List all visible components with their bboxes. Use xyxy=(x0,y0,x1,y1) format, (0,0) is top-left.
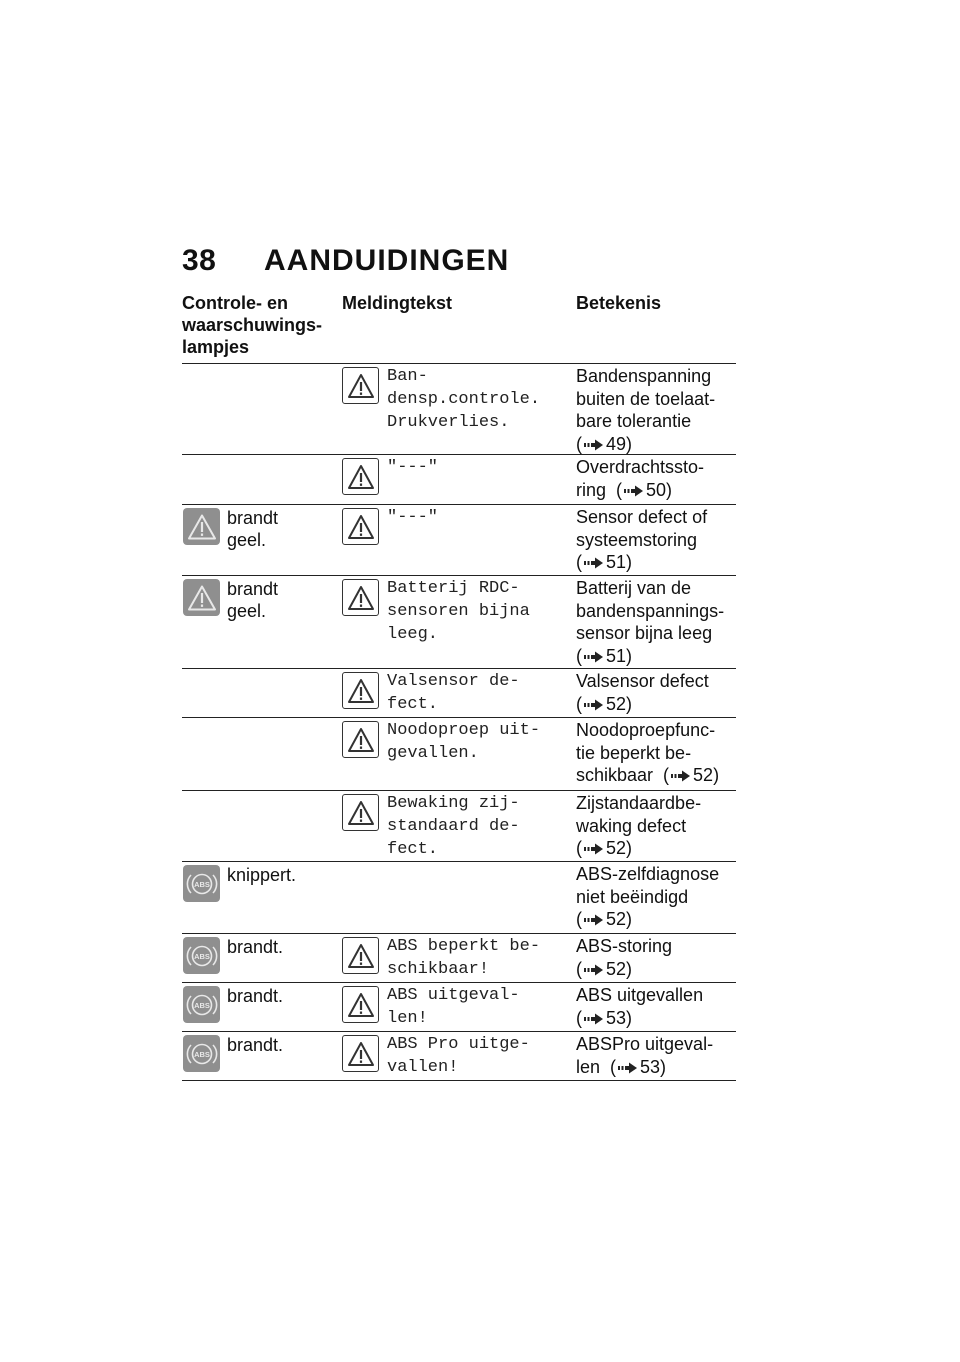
message-text: Noodoproep uit- gevallen. xyxy=(387,721,541,763)
warning-triangle-icon xyxy=(342,986,379,1023)
lamp-state-text: brandt geel. xyxy=(227,579,279,621)
table-row xyxy=(182,933,736,982)
warning-triangle-icon xyxy=(342,579,379,616)
table-row xyxy=(182,454,736,504)
page-reference[interactable]: ( 52) xyxy=(576,838,633,858)
svg-text:ABS: ABS xyxy=(193,1000,210,1010)
table-row xyxy=(182,982,736,1031)
indicator-table xyxy=(182,363,736,1081)
warning-lamp-icon xyxy=(183,579,220,616)
message-text: Batterij RDC- sensoren bijna leeg. xyxy=(387,579,530,644)
page-reference-arrow-icon xyxy=(584,914,604,926)
page-reference-arrow-icon xyxy=(584,1013,604,1025)
lamp-state-text: brandt. xyxy=(227,1035,284,1055)
page-reference[interactable]: ( 52) xyxy=(576,693,633,714)
meaning-text: Overdrachtssto- ring ( 50) xyxy=(576,457,705,500)
message-text: "---" xyxy=(387,458,439,477)
column-header-message: Meldingtekst xyxy=(342,293,453,313)
warning-triangle-icon xyxy=(342,508,379,545)
page-reference[interactable]: ( 53) xyxy=(600,1056,667,1077)
page-reference[interactable]: ( 50) xyxy=(606,479,673,500)
lamp-state-text: knippert. xyxy=(227,865,297,885)
page-reference-arrow-icon xyxy=(584,439,604,451)
table-row xyxy=(182,575,736,668)
meaning-text: ABS uitgevallen ( 53) xyxy=(576,984,736,1029)
page-reference-arrow-icon xyxy=(584,651,604,663)
meaning-text: Batterij van de bandenspannings- sensor bijna leeg ( 51) xyxy=(576,577,736,667)
page-number: 38 xyxy=(182,244,217,277)
meaning-text: Sensor defect of systeemstoring ( 51) xyxy=(576,506,736,574)
page-reference-arrow-icon xyxy=(584,843,604,855)
page-reference-arrow-icon xyxy=(624,485,644,497)
page-reference[interactable]: ( 52) xyxy=(653,765,720,785)
lamp-state-text: brandt geel. xyxy=(227,508,279,550)
page-reference-arrow-icon xyxy=(584,557,604,569)
chapter-title: AANDUIDINGEN xyxy=(264,244,510,277)
message-text: Bewaking zij- standaard de- fect. xyxy=(387,794,520,859)
meaning-text: ABSPro uitgeval- len ( 53) xyxy=(576,1034,714,1077)
page-reference-arrow-icon xyxy=(618,1062,638,1074)
abs-lamp-icon xyxy=(183,937,220,974)
meaning-text: Noodoproepfunc- tie beperkt be- schikbaar ( 52) xyxy=(576,720,720,785)
column-header-meaning: Betekenis xyxy=(576,293,662,313)
warning-triangle-icon xyxy=(342,458,379,495)
abs-lamp-icon xyxy=(183,986,220,1023)
meaning-text: Valsensor defect ( 52) xyxy=(576,670,736,715)
message-text: ABS beperkt be- schikbaar! xyxy=(387,937,541,979)
page-reference[interactable]: ( 49) xyxy=(576,433,633,454)
table-row xyxy=(182,861,736,933)
page-reference[interactable]: ( 52) xyxy=(576,958,633,979)
page-reference-arrow-icon xyxy=(671,770,691,782)
table-row xyxy=(182,790,736,861)
page-reference[interactable]: ( 52) xyxy=(576,909,633,929)
column-header-lamps-line: waarschuwings- xyxy=(182,315,323,335)
svg-text:ABS: ABS xyxy=(193,1049,210,1059)
meaning-text: ABS-storing ( 52) xyxy=(576,935,736,980)
meaning-text: ABS-zelfdiagnose niet beëindigd ( 52) xyxy=(576,863,736,931)
meaning-text: Zijstandaardbe- waking defect ( 52) xyxy=(576,792,736,860)
page-reference-arrow-icon xyxy=(584,964,604,976)
column-header-lamps xyxy=(182,292,332,358)
lamp-state-text: brandt. xyxy=(227,937,284,957)
message-text: Ban- densp.controle. Drukverlies. xyxy=(387,367,541,432)
svg-text:ABS: ABS xyxy=(193,879,210,889)
message-text: ABS Pro uitge- vallen! xyxy=(387,1035,530,1077)
message-text: Valsensor de- fect. xyxy=(387,672,520,714)
table-row xyxy=(182,1031,736,1081)
warning-lamp-icon xyxy=(183,508,220,545)
warning-triangle-icon xyxy=(342,1035,379,1072)
message-text: ABS uitgeval- len! xyxy=(387,986,520,1028)
page-reference-arrow-icon xyxy=(584,699,604,711)
table-row xyxy=(182,717,736,790)
table-row xyxy=(182,668,736,717)
table-row xyxy=(182,504,736,575)
warning-triangle-icon xyxy=(342,721,379,758)
warning-triangle-icon xyxy=(342,937,379,974)
column-header-lamps-line: lampjes xyxy=(182,337,250,357)
abs-lamp-icon xyxy=(183,865,220,902)
abs-lamp-icon xyxy=(183,1035,220,1072)
table-row xyxy=(182,363,736,454)
column-header-lamps-line: Controle- en xyxy=(182,293,288,313)
page-reference[interactable]: ( 51) xyxy=(576,645,633,666)
page-header xyxy=(182,244,509,278)
warning-triangle-icon xyxy=(342,672,379,709)
warning-triangle-icon xyxy=(342,794,379,831)
warning-triangle-icon xyxy=(342,367,379,404)
page-reference[interactable]: ( 53) xyxy=(576,1007,633,1028)
svg-text:ABS: ABS xyxy=(193,951,210,961)
message-text: "---" xyxy=(387,508,439,527)
meaning-text: Bandenspanning buiten de toelaat- bare tolerantie ( 49) xyxy=(576,365,736,455)
page-reference[interactable]: ( 51) xyxy=(576,552,633,572)
lamp-state-text: brandt. xyxy=(227,986,284,1006)
